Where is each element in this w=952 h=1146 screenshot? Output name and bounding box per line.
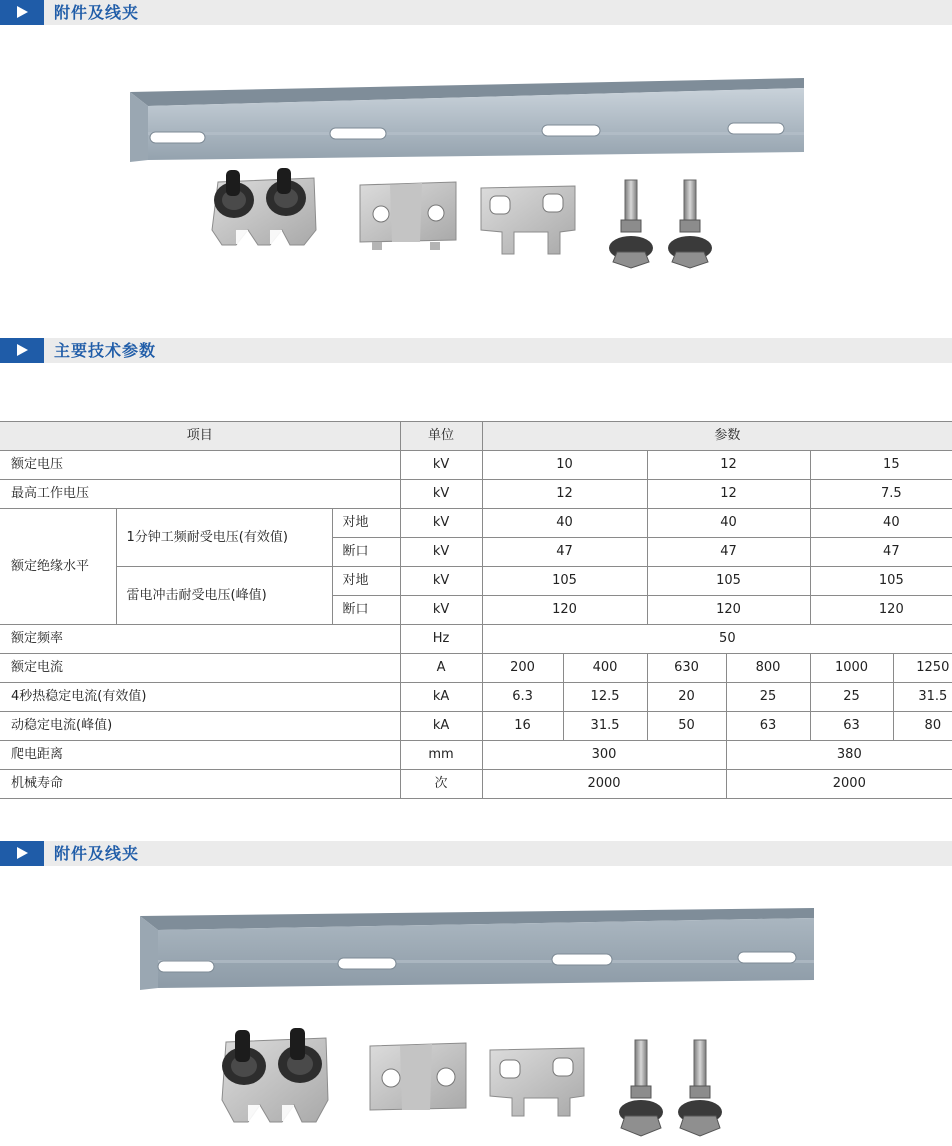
section-header-tech-params	[0, 338, 952, 363]
section-tag	[0, 0, 44, 25]
table-row-impulse-break: 断口 kV 120 120 120	[0, 596, 952, 625]
table-row-power-freq-ground: 额定绝缘水平 1分钟工频耐受电压(有效值) 对地 kV 40 40 40	[0, 509, 952, 538]
header-unit: 单位	[400, 422, 482, 451]
tech-params-table	[0, 421, 952, 799]
table-row-rated-frequency: 额定频率 Hz 50	[0, 625, 952, 654]
plate-clamp-1	[370, 1043, 466, 1110]
hex-bolt-2	[678, 1040, 722, 1136]
section-title: 主要技术参数	[54, 341, 157, 360]
section-tag	[0, 338, 44, 363]
table-row-impulse-ground: 雷电冲击耐受电压(峰值) 对地 kV 105 105 105	[0, 567, 952, 596]
plate-clamp-2	[490, 1048, 584, 1116]
table-row-creepage: 爬电距离 mm 300 380	[0, 741, 952, 770]
table-header-row	[0, 422, 952, 451]
plate-clamp-1	[360, 182, 456, 250]
section-title: 附件及线夹	[54, 3, 140, 22]
play-triangle-icon	[17, 6, 28, 18]
play-triangle-icon	[17, 847, 28, 859]
angle-steel-bar	[130, 78, 804, 162]
terminal-clamp-with-bolts	[222, 1028, 328, 1122]
table-row-max-voltage: 最高工作电压 kV 12 12 7.5	[0, 480, 952, 509]
hex-bolt-2	[668, 180, 712, 268]
table-row-mech-life: 机械寿命 次 2000 2000	[0, 770, 952, 799]
header-item: 项目	[0, 422, 400, 451]
table-row-thermal-current: 4秒热稳定电流(有效值) kA 6.3 12.5 20 25 25 31.5	[0, 683, 952, 712]
plate-clamp-2	[481, 186, 575, 254]
accessories-illustration-top	[0, 70, 952, 280]
angle-steel-bar	[140, 908, 814, 990]
play-triangle-icon	[17, 344, 28, 356]
accessories-parts-drawing-bottom	[0, 900, 952, 1146]
hex-bolt-1	[619, 1040, 663, 1136]
table-row-dynamic-current: 动稳定电流(峰值) kA 16 31.5 50 63 63 80	[0, 712, 952, 741]
hex-bolt-1	[609, 180, 653, 268]
terminal-clamp-with-bolts	[212, 168, 316, 245]
section-header-accessories-bottom	[0, 841, 952, 866]
insulation-label: 额定绝缘水平	[0, 509, 116, 625]
section-title: 附件及线夹	[54, 844, 140, 863]
header-params: 参数	[482, 422, 952, 451]
accessories-illustration-bottom	[0, 900, 952, 1146]
section-tag	[0, 841, 44, 866]
table-row-power-freq-break: 断口 kV 47 47 47	[0, 538, 952, 567]
table-row-rated-current: 额定电流 A 200 400 630 800 1000 1250	[0, 654, 952, 683]
section-header-accessories-top	[0, 0, 952, 25]
table-row-rated-voltage: 额定电压 kV 10 12 15	[0, 451, 952, 480]
accessories-parts-drawing	[0, 70, 952, 280]
